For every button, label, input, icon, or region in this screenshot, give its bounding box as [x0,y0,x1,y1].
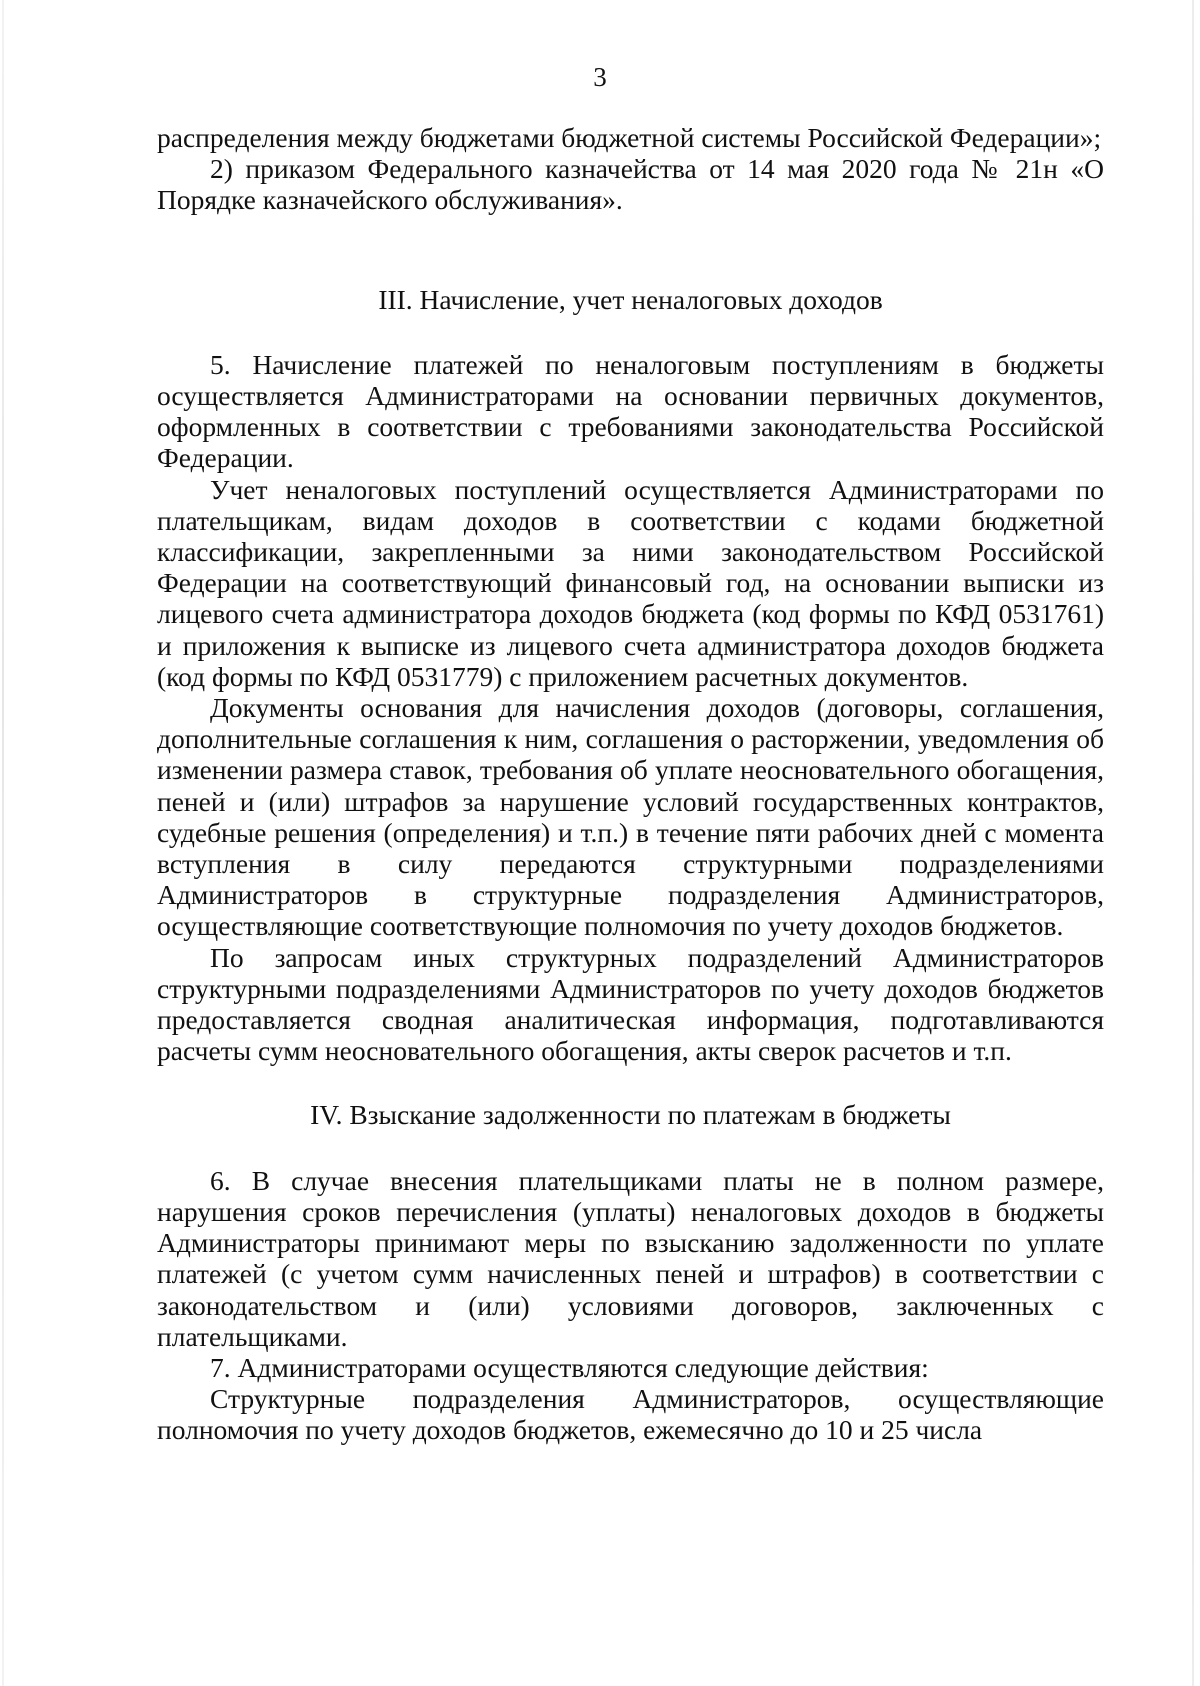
paragraph-documents: Документы основания для начисления доходов (договоры, соглашения, дополнительные соглашения к ним, соглашения о расторжении, уведомления об изменении размера ставок, требования об уплате неосновательного обогащения, пеней и (или) штрафов за нарушение условий государственных контрактов, судебные решения (определения) и т.п.) в течение пяти рабочих дней с момента вступления в силу передаются структурными подразделениями Администраторов в структурные подразделения Администраторов, осуществляющие соответствующие полномочия по учету доходов бюджетов. [157,692,1104,942]
paragraph-continuation: распределения между бюджетами бюджетной системы Российской Федерации»; [157,122,1102,153]
section-heading-iii: III. Начисление, учет неналоговых доходов [378,283,883,315]
scan-edge-left [2,0,4,1686]
section-heading-iv: IV. Взыскание задолженности по платежам в бюджеты [310,1099,951,1131]
paragraph-item-2: 2) приказом Федерального казначейства от 14 мая 2020 года № 21н «О Порядке казначейского обслуживания». [157,153,1104,216]
paragraph-accounting: Учет неналоговых поступлений осуществляется Администраторами по плательщикам, видам доходов в соответствии с кодами бюджетной классификации, закрепленными за ними законодательством Российской Федерации на соответствующий финансовый год, на основании выписки из лицевого счета администратора доходов бюджета (код формы по КФД 0531761) и приложения к выписке из лицевого счета администратора доходов бюджета (код формы по КФД 0531779) с приложением расчетных документов. [157,473,1104,692]
page-number: 3 [593,62,607,92]
scan-edge-right [1192,0,1194,1686]
document-body [157,122,1104,1446]
paragraph-requests: По запросам иных структурных подразделений Администраторов структурными подразделениями Администраторов по учету доходов бюджетов предоставляется сводная аналитическая информация, подготавливаются расчеты сумм неосновательного обогащения, акты сверок расчетов и т.п. [157,941,1104,1067]
paragraph-item-5: 5. Начисление платежей по неналоговым поступлениям в бюджеты осуществляется Администраторами на основании первичных документов, оформленных в соответствии с требованиями законодательства Российской Федерации. [157,348,1104,474]
paragraph-item-7: 7. Администраторами осуществляются следующие действия: [210,1351,929,1383]
paragraph-structural-units: Структурные подразделения Администраторов, осуществляющие полномочия по учету доходов бюджетов, ежемесячно до 10 и 25 числа [157,1383,1104,1446]
paragraph-item-6: 6. В случае внесения плательщиками платы не в полном размере, нарушения сроков перечисления (уплаты) неналоговых доходов в бюджеты Администраторы принимают меры по взысканию задолженности по уплате платежей (с учетом сумм начисленных пеней и штрафов) в соответствии с законодательством и (или) условиями договоров, заключенных с плательщиками. [157,1164,1104,1352]
